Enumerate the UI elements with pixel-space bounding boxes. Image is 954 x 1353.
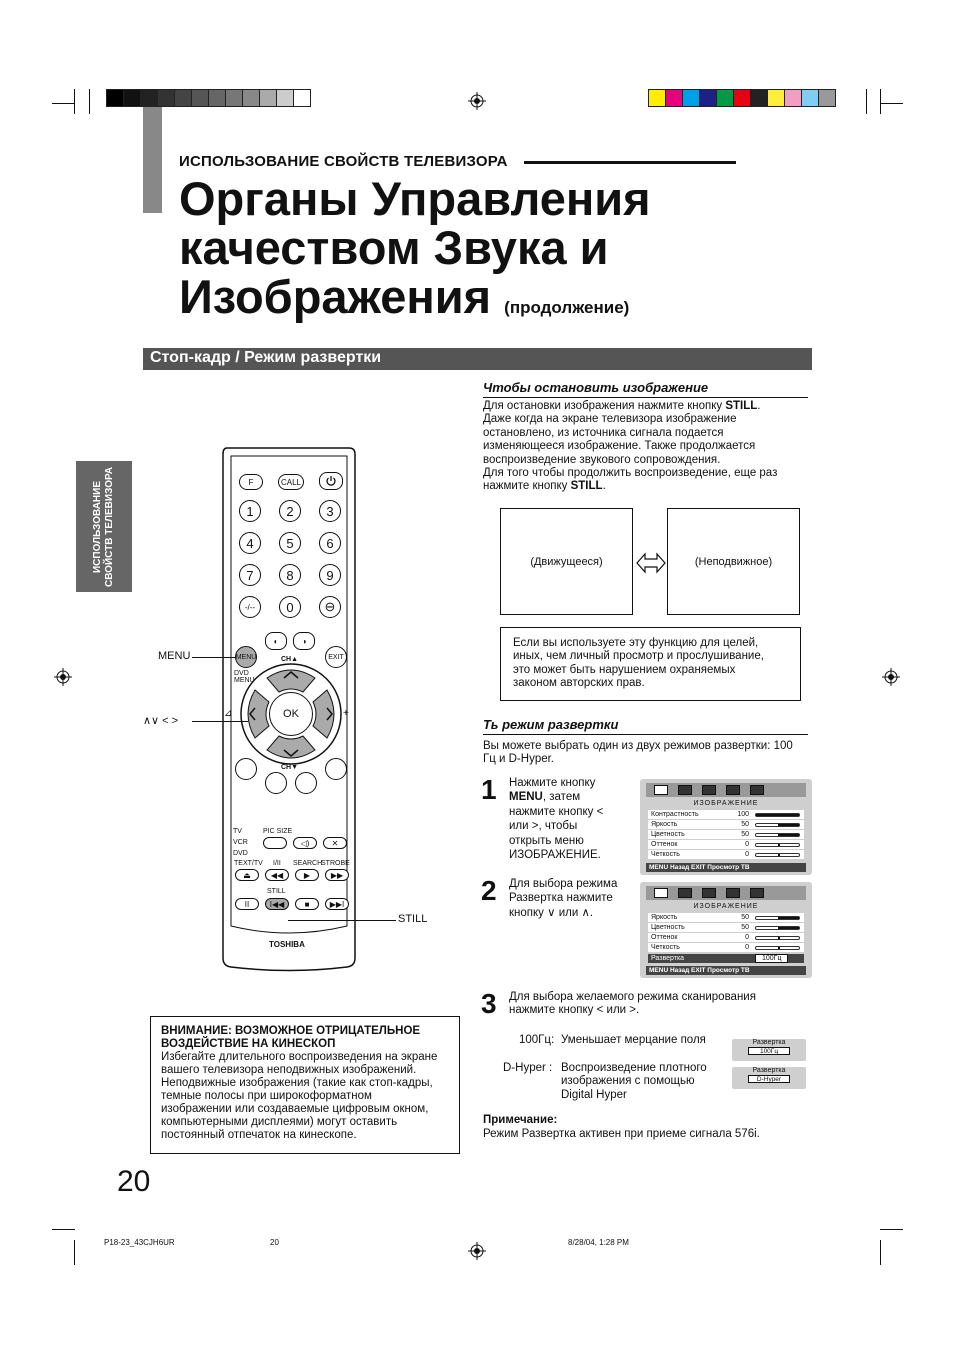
digit-button-6[interactable]: 6 xyxy=(319,532,341,554)
footer-page: 20 xyxy=(270,1238,279,1247)
side-tab-line-2: СВОЙСТВ ТЕЛЕВИЗОРА xyxy=(104,466,115,588)
osd-row xyxy=(648,830,804,839)
color-swatch xyxy=(818,89,836,107)
freeze-heading-rule xyxy=(483,397,808,398)
osd-row xyxy=(648,820,804,829)
osd-row-value: 50 xyxy=(741,831,749,838)
digit-button--/--[interactable]: -/-- xyxy=(239,596,261,618)
rewind-button[interactable]: ◀◀ xyxy=(265,869,289,881)
osd-row xyxy=(648,913,804,922)
grayscale-bar xyxy=(106,89,310,107)
gray-swatch xyxy=(174,89,192,107)
intro-line: Вы можете выбрать один из двух режимов развертки: 100 xyxy=(483,740,793,752)
still-keyword: STILL xyxy=(570,480,603,493)
pic-size-label: PIC SIZE xyxy=(263,828,293,835)
step-3-number: 3 xyxy=(481,988,497,1019)
osd-row-label: Контрастность xyxy=(651,811,699,818)
menu-label: MENU xyxy=(234,677,255,684)
osd-icon-row xyxy=(646,783,806,797)
osd-picture-menu xyxy=(640,779,812,875)
osd-scan-menu xyxy=(640,882,812,978)
menu-button[interactable]: MENU xyxy=(235,646,257,668)
f-button[interactable]: F xyxy=(239,474,263,490)
volume-up-icon: + xyxy=(343,708,349,719)
step-2-number: 2 xyxy=(481,875,497,906)
mini-osd-label: Развертка xyxy=(752,1039,786,1046)
step-line: , затем xyxy=(542,791,581,804)
scan-heading: Ть режим развертки xyxy=(483,717,619,732)
mini-osd-label: Развертка xyxy=(752,1067,786,1074)
osd-header: ИЗОБРАЖЕНИЕ xyxy=(693,903,759,910)
osd-row xyxy=(648,923,804,932)
setup-icon xyxy=(702,785,716,795)
i-ii-label: I/II xyxy=(273,860,281,867)
mini-osd-100hz xyxy=(732,1039,806,1061)
color-swatch xyxy=(699,89,717,107)
osd-row-label: Четкость xyxy=(651,851,680,858)
osd-row-value: 0 xyxy=(745,851,749,858)
osd-row-label: Цветность xyxy=(651,831,685,838)
osd-row-label: Цветность xyxy=(651,924,685,931)
registration-target-icon xyxy=(882,668,900,686)
osd-scan-value: 100Гц xyxy=(755,954,788,963)
color-swatch xyxy=(801,89,819,107)
osd-footer: MENU Назад EXIT Просмотр ТВ xyxy=(646,863,806,872)
step-line: нажмите кнопку < xyxy=(509,805,604,818)
feature-icon xyxy=(750,785,764,795)
still-callout: STILL xyxy=(398,913,428,925)
step-line: Для выбора желаемого режима сканирования xyxy=(509,991,756,1003)
footer-file: P18-23_43CJH6UR xyxy=(104,1238,175,1247)
blue-button[interactable] xyxy=(325,758,347,780)
osd-row-slider xyxy=(755,833,800,837)
gray-swatch xyxy=(293,89,311,107)
ok-button[interactable]: OK xyxy=(269,692,313,736)
gray-swatch xyxy=(191,89,209,107)
fast-forward-button[interactable]: ▶▶ xyxy=(325,869,349,881)
digit-button-7[interactable]: 7 xyxy=(239,564,261,586)
option-100hz-desc: Уменьшает мерцание поля xyxy=(561,1034,706,1046)
osd-row-value: 0 xyxy=(745,934,749,941)
step-line: Для выбора режима xyxy=(509,878,618,890)
osd-row-slider xyxy=(755,813,800,817)
text-tv-label: TEXT/TV xyxy=(234,860,263,867)
color-bar xyxy=(648,89,835,107)
power-button[interactable] xyxy=(319,472,343,490)
stop-button[interactable]: ■ xyxy=(295,898,319,910)
osd-icon-row xyxy=(646,886,806,900)
osd-row-label: Оттенок xyxy=(651,934,678,941)
pip-button[interactable]: ◐ xyxy=(265,632,287,650)
setup-icon xyxy=(702,888,716,898)
color-swatch xyxy=(716,89,734,107)
step-line: ИЗОБРАЖЕНИЕ. xyxy=(509,849,601,862)
gray-swatch xyxy=(140,89,158,107)
crop-mark xyxy=(880,89,881,114)
mute-button[interactable]: ✕ xyxy=(323,837,347,849)
page-title xyxy=(179,174,651,332)
osd-row-value: 0 xyxy=(745,841,749,848)
option-dhyper-desc xyxy=(561,1062,707,1102)
tv-label: TV xyxy=(233,828,242,835)
freeze-text: Для остановки изображения нажмите кнопку xyxy=(483,400,726,412)
warning-box xyxy=(150,1016,460,1154)
notice-line: Если вы используете эту функцию для целей, xyxy=(513,637,759,649)
eject-button[interactable]: ⏏ xyxy=(235,869,259,881)
side-tab xyxy=(76,461,132,592)
registration-target-icon xyxy=(468,1242,486,1260)
step-line: кнопку ∨ или ∧. xyxy=(509,906,594,919)
osd-header: ИЗОБРАЖЕНИЕ xyxy=(693,800,759,807)
freeze-text: изменяющееся изображение. Также продолжается xyxy=(483,440,756,453)
ch-down-label: CH▼ xyxy=(281,764,299,771)
double-arrow-icon xyxy=(636,551,666,575)
osd-row-slider xyxy=(755,936,800,940)
sound-icon xyxy=(678,888,692,898)
title-line-3 xyxy=(179,272,651,332)
pic-size-button[interactable] xyxy=(263,837,287,849)
return-button[interactable]: ⊖ xyxy=(319,596,341,618)
warning-line: темные полосы при широкоформатном xyxy=(161,1090,372,1102)
picture-icon xyxy=(654,785,668,795)
warning-line: Избегайте длительного воспроизведения на экране xyxy=(161,1051,438,1063)
freeze-text: Для того чтобы продолжить воспроизведение, еще раз xyxy=(483,467,778,480)
desc-line: Digital Hyper xyxy=(561,1088,627,1101)
freeze-text: Даже когда на экране телевизора изображение xyxy=(483,413,737,426)
green-button[interactable] xyxy=(265,772,287,794)
dvd-menu-label xyxy=(234,670,255,684)
osd-row-label: Четкость xyxy=(651,944,680,951)
arrows-callout: ∧∨ < > xyxy=(143,715,179,727)
title-suffix: (продолжение) xyxy=(504,298,630,317)
crop-mark xyxy=(880,103,903,104)
option-dhyper-name: D-Hyper : xyxy=(503,1062,553,1074)
side-tab-line-1: ИСПОЛЬЗОВАНИЕ xyxy=(92,480,103,574)
crop-mark xyxy=(880,1229,903,1230)
notice-line: законом авторских прав. xyxy=(513,677,645,690)
dvd-label: DVD xyxy=(234,670,249,677)
gray-swatch xyxy=(106,89,124,107)
warning-line: компьютерными дисплеями) могут оставить xyxy=(161,1116,398,1128)
crop-mark xyxy=(880,1240,881,1265)
scan-heading-rule xyxy=(483,734,808,735)
freeze-text: воспроизведение звукового сопровождения. xyxy=(483,453,721,466)
menu-callout: MENU xyxy=(158,650,191,662)
red-button[interactable] xyxy=(235,758,257,780)
osd-row-slider xyxy=(755,946,800,950)
pip-swap-button[interactable]: ◑ xyxy=(293,632,315,650)
still-callout-line xyxy=(288,920,396,921)
osd-row xyxy=(648,850,804,859)
freeze-text: нажмите кнопку xyxy=(483,480,571,493)
digit-button-8[interactable]: 8 xyxy=(279,564,301,586)
power-icon xyxy=(325,475,337,487)
osd-row xyxy=(648,933,804,942)
digit-button-4[interactable]: 4 xyxy=(239,532,261,554)
step-line: открыть меню xyxy=(509,834,584,847)
osd-footer: MENU Назад EXIT Просмотр ТВ xyxy=(646,966,806,975)
osd-row-value: 100 xyxy=(737,811,749,818)
skip-button[interactable]: ▶▶I xyxy=(325,898,349,910)
gray-swatch xyxy=(276,89,294,107)
mini-osd-value: 100Гц xyxy=(748,1047,790,1055)
pause-button[interactable]: II xyxy=(235,898,259,910)
page-number: 20 xyxy=(117,1165,151,1198)
exit-button[interactable]: EXIT xyxy=(325,646,347,668)
osd-row-slider xyxy=(755,843,800,847)
freeze-text: . xyxy=(757,400,761,412)
crop-mark xyxy=(89,89,90,114)
sound-icon xyxy=(678,785,692,795)
osd-row-value: 50 xyxy=(741,914,749,921)
osd-row xyxy=(648,943,804,952)
digit-button-5[interactable]: 5 xyxy=(279,532,301,554)
warning-line: Неподвижные изображения (такие как стоп-кадры, xyxy=(161,1077,433,1089)
notice-line: иных, чем личный просмотр и прослушивание, xyxy=(513,650,764,663)
gray-swatch xyxy=(242,89,260,107)
title-line-2: качеством Звука и xyxy=(179,221,609,274)
timer-icon xyxy=(726,888,740,898)
osd-row-slider xyxy=(755,916,800,920)
arrows-callout-line xyxy=(192,721,248,722)
intro-line: Гц и D-Hyper. xyxy=(483,753,554,766)
menu-callout-line xyxy=(192,657,236,658)
color-swatch xyxy=(767,89,785,107)
osd-row-label: Оттенок xyxy=(651,841,678,848)
freeze-text: . xyxy=(602,480,606,493)
color-swatch xyxy=(733,89,751,107)
warning-heading: ВОЗДЕЙСТВИЕ НА КИНЕСКОП xyxy=(161,1038,336,1050)
brand-logo: TOSHIBA xyxy=(269,940,305,949)
step-3-text xyxy=(509,991,809,1018)
digit-button-0[interactable]: 0 xyxy=(279,596,301,618)
color-swatch xyxy=(665,89,683,107)
note-label: Примечание: xyxy=(483,1114,558,1126)
step-1-text xyxy=(509,776,634,862)
warning-heading: ВНИМАНИЕ: ВОЗМОЖНОЕ ОТРИЦАТЕЛЬНОЕ xyxy=(161,1025,421,1037)
digit-button-3[interactable]: 3 xyxy=(319,500,341,522)
registration-target-icon xyxy=(54,668,72,686)
osd-row-label: Развертка xyxy=(651,955,685,962)
still-picture-frame xyxy=(667,508,800,615)
warning-line: вашего телевизора неподвижных изображений. xyxy=(161,1064,417,1076)
scan-intro xyxy=(483,740,813,767)
notice-line: это может быть нарушением охраняемых xyxy=(513,663,736,676)
search-label: SEARCH xyxy=(293,860,323,867)
dvd-label: DVD xyxy=(233,850,248,857)
title-line-1: Органы Управления xyxy=(179,172,651,225)
osd-row-value: 50 xyxy=(741,821,749,828)
kicker-rule xyxy=(524,161,736,164)
digit-button-2[interactable]: 2 xyxy=(279,500,301,522)
copyright-text xyxy=(513,637,793,691)
digit-button-1[interactable]: 1 xyxy=(239,500,261,522)
osd-row-label: Яркость xyxy=(651,914,678,921)
moving-picture-frame xyxy=(500,508,633,615)
crop-mark xyxy=(866,89,867,114)
call-button[interactable]: CALL xyxy=(278,474,304,490)
freeze-text: остановлено, из источника сигнала подается xyxy=(483,426,724,439)
source-labels xyxy=(233,826,248,859)
step-1-number: 1 xyxy=(481,774,497,805)
color-swatch xyxy=(784,89,802,107)
moving-label: (Движущееся) xyxy=(530,555,603,568)
step-line: или >, чтобы xyxy=(509,820,578,833)
sound-button[interactable]: ◁) xyxy=(293,837,317,849)
header-accent-bar xyxy=(143,107,162,213)
osd-row-label: Яркость xyxy=(651,821,678,828)
gray-swatch xyxy=(208,89,226,107)
strobe-label: STROBE xyxy=(321,860,350,867)
osd-row-slider xyxy=(755,926,800,930)
section-heading: Стоп-кадр / Режим развертки xyxy=(143,348,812,370)
registration-target-icon xyxy=(468,92,486,110)
warning-line: постоянный отпечаток на кинескопе. xyxy=(161,1129,357,1141)
osd-row xyxy=(648,840,804,849)
vcr-label: VCR xyxy=(233,839,248,846)
step-2-text xyxy=(509,877,634,920)
osd-row-slider xyxy=(755,823,800,827)
gray-swatch xyxy=(225,89,243,107)
gray-swatch xyxy=(123,89,141,107)
crop-mark xyxy=(74,1240,75,1265)
option-100hz-name: 100Гц: xyxy=(519,1034,555,1046)
freeze-paragraph xyxy=(483,400,813,494)
desc-line: изображения с помощью xyxy=(561,1075,695,1088)
still-label: (Неподвижное) xyxy=(694,555,773,568)
crop-mark xyxy=(52,1229,75,1230)
osd-row xyxy=(648,810,804,819)
timer-icon xyxy=(726,785,740,795)
step-line: Нажмите кнопку xyxy=(509,777,596,789)
remote-control xyxy=(221,446,357,973)
footer-date: 8/28/04, 1:28 PM xyxy=(568,1238,629,1247)
color-swatch xyxy=(750,89,768,107)
section-kicker: ИСПОЛЬЗОВАНИЕ СВОЙСТВ ТЕЛЕВИЗОРА xyxy=(179,153,508,170)
copyright-notice xyxy=(500,627,801,701)
volume-down-icon: ⊿ xyxy=(224,708,233,719)
step-line: Развертка нажмите xyxy=(509,892,613,905)
color-swatch xyxy=(682,89,700,107)
freeze-heading: Чтобы остановить изображение xyxy=(483,380,709,395)
crop-mark xyxy=(52,103,75,104)
mini-osd-value: D-Hyper xyxy=(748,1075,790,1083)
still-keyword: STILL xyxy=(725,400,758,412)
warning-line: изображении или создаваемые цифровым окном, xyxy=(161,1103,429,1115)
osd-row-value: 0 xyxy=(745,944,749,951)
digit-button-9[interactable]: 9 xyxy=(319,564,341,586)
yellow-button[interactable] xyxy=(295,772,317,794)
gray-swatch xyxy=(157,89,175,107)
mini-osd-dhyper xyxy=(732,1067,806,1089)
desc-line: Воспроизведение плотного xyxy=(561,1062,707,1074)
menu-keyword: MENU xyxy=(509,791,543,804)
feature-icon xyxy=(750,888,764,898)
color-swatch xyxy=(648,89,666,107)
side-tab-text xyxy=(92,467,116,587)
still-label: STILL xyxy=(267,888,286,895)
osd-row-scan-selected xyxy=(648,954,804,963)
still-button[interactable]: I◀◀ xyxy=(265,898,289,910)
step-line: нажмите кнопку < или >. xyxy=(509,1004,640,1017)
note-text: Режим Развертка активен при приеме сигнала 576i. xyxy=(483,1128,760,1140)
title-line-3-text: Изображения xyxy=(179,270,492,323)
crop-mark xyxy=(74,89,75,114)
osd-row-value: 50 xyxy=(741,924,749,931)
osd-row-slider xyxy=(755,853,800,857)
play-button[interactable]: ▶ xyxy=(295,869,319,881)
ch-up-label: CH▲ xyxy=(281,656,299,663)
picture-icon xyxy=(654,888,668,898)
gray-swatch xyxy=(259,89,277,107)
